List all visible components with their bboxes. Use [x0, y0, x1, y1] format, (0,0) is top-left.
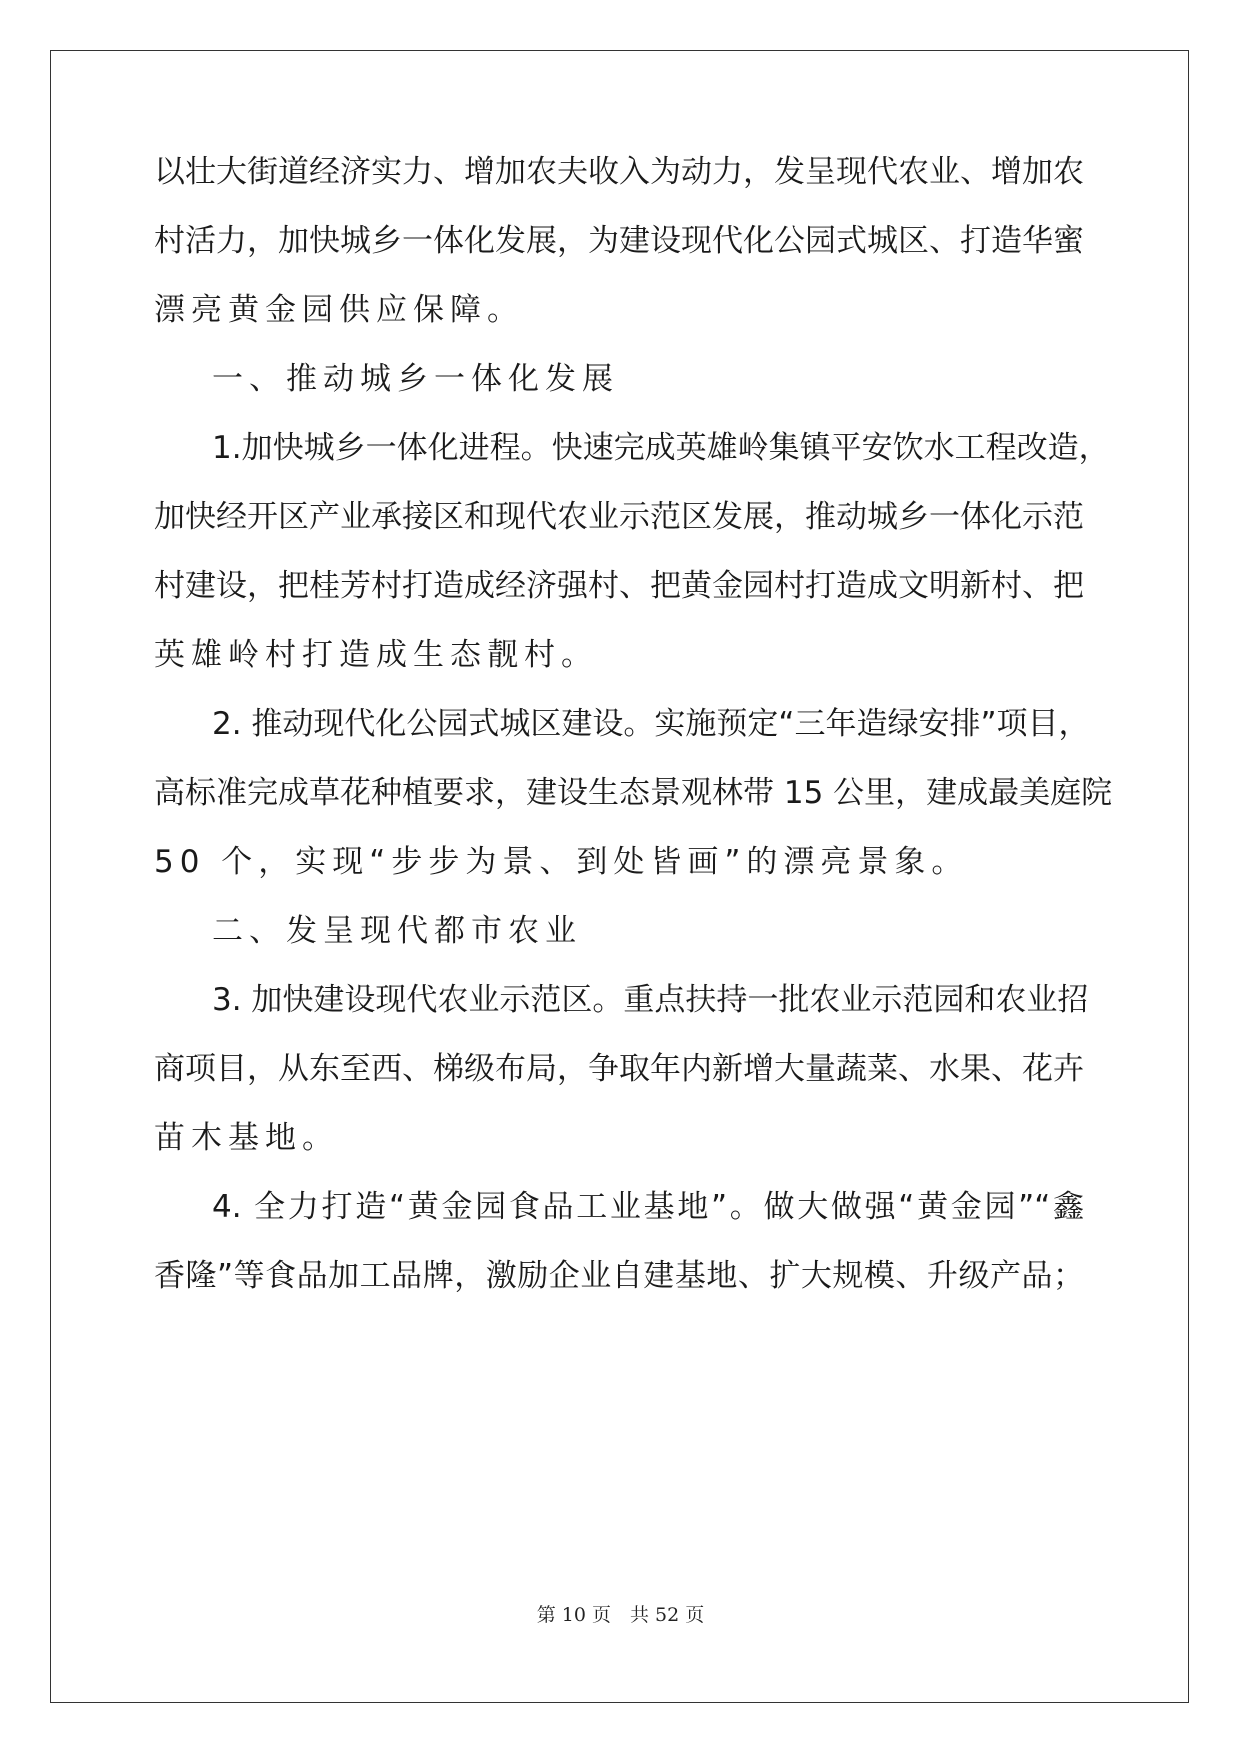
paragraph-line: 1.加快城乡一体化进程。快速完成英雄岭集镇平安饮水工程改造， — [212, 430, 1110, 466]
paragraph-line: 以壮大街道经济实力、增加农夫收入为动力，发呈现代农业、增加农 — [154, 154, 1084, 190]
paragraph-line: 商项目，从东至西、梯级布局，争取年内新增大量蔬菜、水果、花卉 — [154, 1051, 1084, 1087]
paragraph-line: 村建设，把桂芳村打造成经济强村、把黄金园村打造成文明新村、把 — [154, 568, 1084, 604]
paragraph-line: 漂亮黄金园供应保障。 — [154, 292, 524, 328]
paragraph-line: 苗木基地。 — [154, 1120, 339, 1156]
section-heading: 一、推动城乡一体化发展 — [212, 361, 619, 397]
paragraph-line: 50 个，实现“步步为景、到处皆画”的漂亮景象。 — [154, 844, 969, 880]
paragraph-line: 英雄岭村打造成生态靓村。 — [154, 637, 598, 673]
paragraph-line: 加快经开区产业承接区和现代农业示范区发展，推动城乡一体化示范 — [154, 499, 1084, 535]
paragraph-line: 4. 全力打造“黄金园食品工业基地”。做大做强“黄金园”“鑫 — [212, 1189, 1084, 1225]
paragraph-line: 香隆”等食品加工品牌，激励企业自建基地、扩大规模、升级产品； — [154, 1258, 1084, 1294]
paragraph-line: 村活力，加快城乡一体化发展，为建设现代化公园式城区、打造华蜜 — [154, 223, 1084, 259]
section-heading: 二、发呈现代都市农业 — [212, 913, 582, 949]
paragraph-line: 高标准完成草花种植要求，建设生态景观林带 15 公里，建成最美庭院 — [154, 775, 1113, 811]
paragraph-line: 2. 推动现代化公园式城区建设。实施预定“三年造绿安排”项目， — [212, 706, 1090, 742]
page-number: 第 10 页 共 52 页 — [536, 1604, 705, 1626]
paragraph-line: 3. 加快建设现代农业示范区。重点扶持一批农业示范园和农业招 — [212, 982, 1089, 1018]
